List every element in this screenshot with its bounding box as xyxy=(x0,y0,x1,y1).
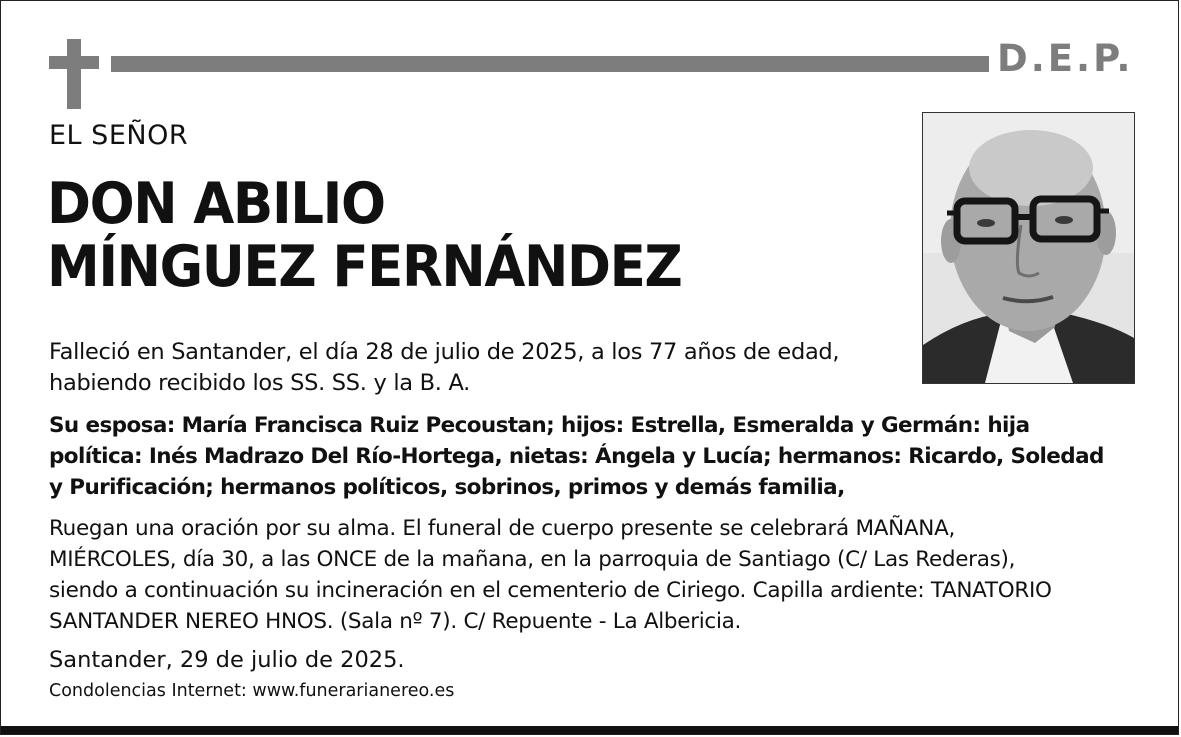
funeral-details: Ruegan una oración por su alma. El funeral de cuerpo presente se celebrará MAÑANA, MIÉRCOLES, día 30, a las ONCE de la mañana, en la parroquia de Santiago (C/ Las Rederas), siendo a continuación su incineración en el cementerio de Ciriego. Capilla ardiente: TANATORIO SANTANDER NEREO HNOS. (Sala nº 7). C/ Repuente - La Albericia. xyxy=(49,516,1052,634)
deceased-name xyxy=(47,173,681,299)
portrait-image xyxy=(923,113,1134,383)
bottom-rule xyxy=(1,726,1178,734)
portrait-photo xyxy=(922,112,1135,384)
condolences-link: Condolencias Internet: www.funerarianereo.es xyxy=(49,681,455,701)
cross-icon xyxy=(49,39,99,109)
dep-label: D.E.P. xyxy=(997,37,1134,80)
intro-label: EL SEÑOR xyxy=(49,120,189,151)
notice-date: Santander, 29 de julio de 2025. xyxy=(49,647,405,673)
name-line-2: MÍNGUEZ FERNÁNDEZ xyxy=(47,234,682,300)
death-details: Falleció en Santander, el día 28 de julio de 2025, a los 77 años de edad, habiendo recibido los SS. SS. y la B. A. xyxy=(49,339,840,396)
family-list: Su esposa: María Francisca Ruiz Pecoustan; hijos: Estrella, Esmeralda y Germán: hija política: Inés Madrazo Del Río-Hortega, nietas: Ángela y Lucía; hermanos: Ricardo, Soledad y Purificación; hermanos políticos, sobrinos, primos y demás familia, xyxy=(49,413,1104,500)
name-line-1: DON ABILIO xyxy=(47,171,385,237)
header-rule xyxy=(111,56,989,72)
